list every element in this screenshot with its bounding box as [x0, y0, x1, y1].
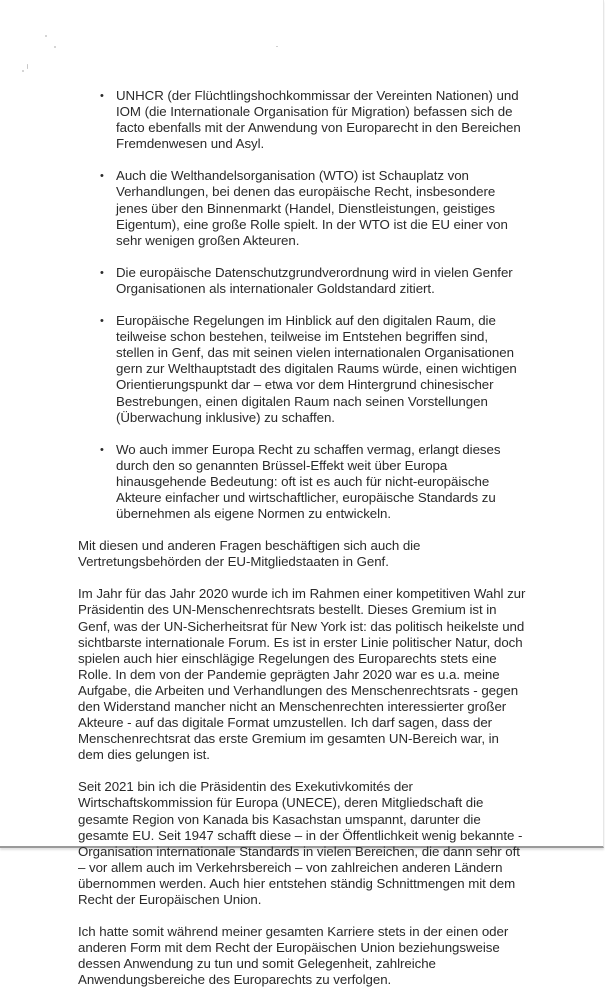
paragraph-human-rights-council: Im Jahr für das Jahr 2020 wurde ich im Rahmen einer kompetitiven Wahl zur Präsidentin des UN-Menschenrechtsrats bestellt. Dieses Gremium ist in Genf, was der UN-Sicherheitsrat für New York ist: das politisch heikelste und sichtbarste internationale Forum. Es ist in erster Linie politischer Natur, doch spielen auch hier einschlägige Regelungen des Europarechts stets eine Rolle. In dem von der Pandemie geprägten Jahr 2020 war es u.a. meine Aufgabe, die Arbeiten und Verhandlungen des Menschenrechtsrats - gegen den Widerstand mancher nicht an Menschenrechten interessierter großer Akteure - auf das digitale Format umzustellen. Ich darf sagen, dass der Menschenrechtsrat das erste Gremium im gesamten UN-Bereich war, in dem dies gelungen ist. — [78, 586, 526, 763]
bullet-list — [78, 88, 528, 522]
scan-speck — [276, 46, 278, 47]
paragraph-career-summary: Ich hatte somit während meiner gesamten Karriere stets in der einen oder anderen Form mit dem Recht der Europäischen Union beziehungsweise dessen Anwendung zu tun und somit Gelegenheit, zahlreiche Anwendungsbereiche des Europarechts zu verfolgen. — [78, 924, 509, 988]
bullet-icon: • — [100, 443, 104, 456]
bullet-text: Wo auch immer Europa Recht zu schaffen vermag, erlangt dieses durch den so genannten Brüssel-Effekt weit über Europa hinausgehende Bedeutung: oft ist es auch für nicht-europäische Akteure einfacher und wirtschaftlicher, europäische Standards zu übernehmen als eigene Normen zu entwickeln. — [116, 441, 501, 522]
bullet-item — [78, 168, 528, 248]
bullet-item — [78, 265, 528, 297]
bullet-item — [78, 313, 528, 426]
scan-speck — [45, 35, 47, 37]
bullet-icon: • — [100, 170, 104, 183]
paragraph-unece: Seit 2021 bin ich die Präsidentin des Exekutivkomités der Wirtschaftskommission für Europa (UNECE), deren Mitgliedschaft die gesamte Region von Kanada bis Kasachstan umspannt, darunter die gesamte EU. Seit 1947 schafft diese – in der Öffentlichkeit wenig bekannte - Organisation internationale Standards in vielen Bereichen, die dann sehr oft – vor allem auch im Verkehrsbereich – von zahlreichen anderen Ländern übernommen werden. Auch hier entstehen ständig Schnittmengen mit dem Recht der Europäischen Union. — [78, 779, 523, 908]
scan-speck — [27, 64, 28, 69]
bullet-item — [78, 88, 528, 152]
bullet-icon: • — [100, 266, 104, 279]
bullet-text: UNHCR (der Flüchtlingshochkommissar der Vereinten Nationen) und IOM (die Internationale Organisation für Migration) befassen sich de facto ebenfalls mit der Anwendung von Europarecht in den Bereichen Fremdenwesen und Asyl. — [116, 88, 521, 152]
bullet-text: Die europäische Datenschutzgrundverordnung wird in vielen Genfer Organisationen als internationaler Goldstandard zitiert. — [116, 264, 513, 296]
document-body — [78, 88, 528, 1005]
bullet-text: Europäische Regelungen im Hinblick auf den digitalen Raum, die teilweise schon bestehen, teilweise im Entstehen begriffen sind, stellen in Genf, das mit seinen vielen internationalen Organisationen gern zur Welthauptstadt des digitalen Raums würde, einen wichtigen Orientierungspunkt dar – etwa vor dem Hintergrund chinesischer Bestrebungen, einen digitalen Raum nach seinen Vorstellungen (Überwachung inklusive) zu schaffen. — [116, 313, 517, 425]
scan-speck — [54, 46, 56, 48]
bullet-text: Auch die Welthandelsorganisation (WTO) ist Schauplatz von Verhandlungen, bei denen das europäische Recht, insbesondere jenes über den Binnenmarkt (Handel, Dienstleistungen, geistiges Eigentum), eine große Rolle spielt. In der WTO ist die EU einer von sehr wenigen großen Akteuren. — [116, 168, 508, 248]
scan-artifacts — [0, 0, 100, 90]
paragraph-geneva-representations: Mit diesen und anderen Fragen beschäftigen sich auch die Vertretungsbehörden der EU-Mitgliedstaaten in Genf. — [78, 538, 421, 570]
bullet-icon: • — [100, 315, 104, 328]
bullet-item — [78, 442, 528, 522]
bullet-icon: • — [100, 90, 104, 102]
scan-speck — [22, 70, 24, 72]
